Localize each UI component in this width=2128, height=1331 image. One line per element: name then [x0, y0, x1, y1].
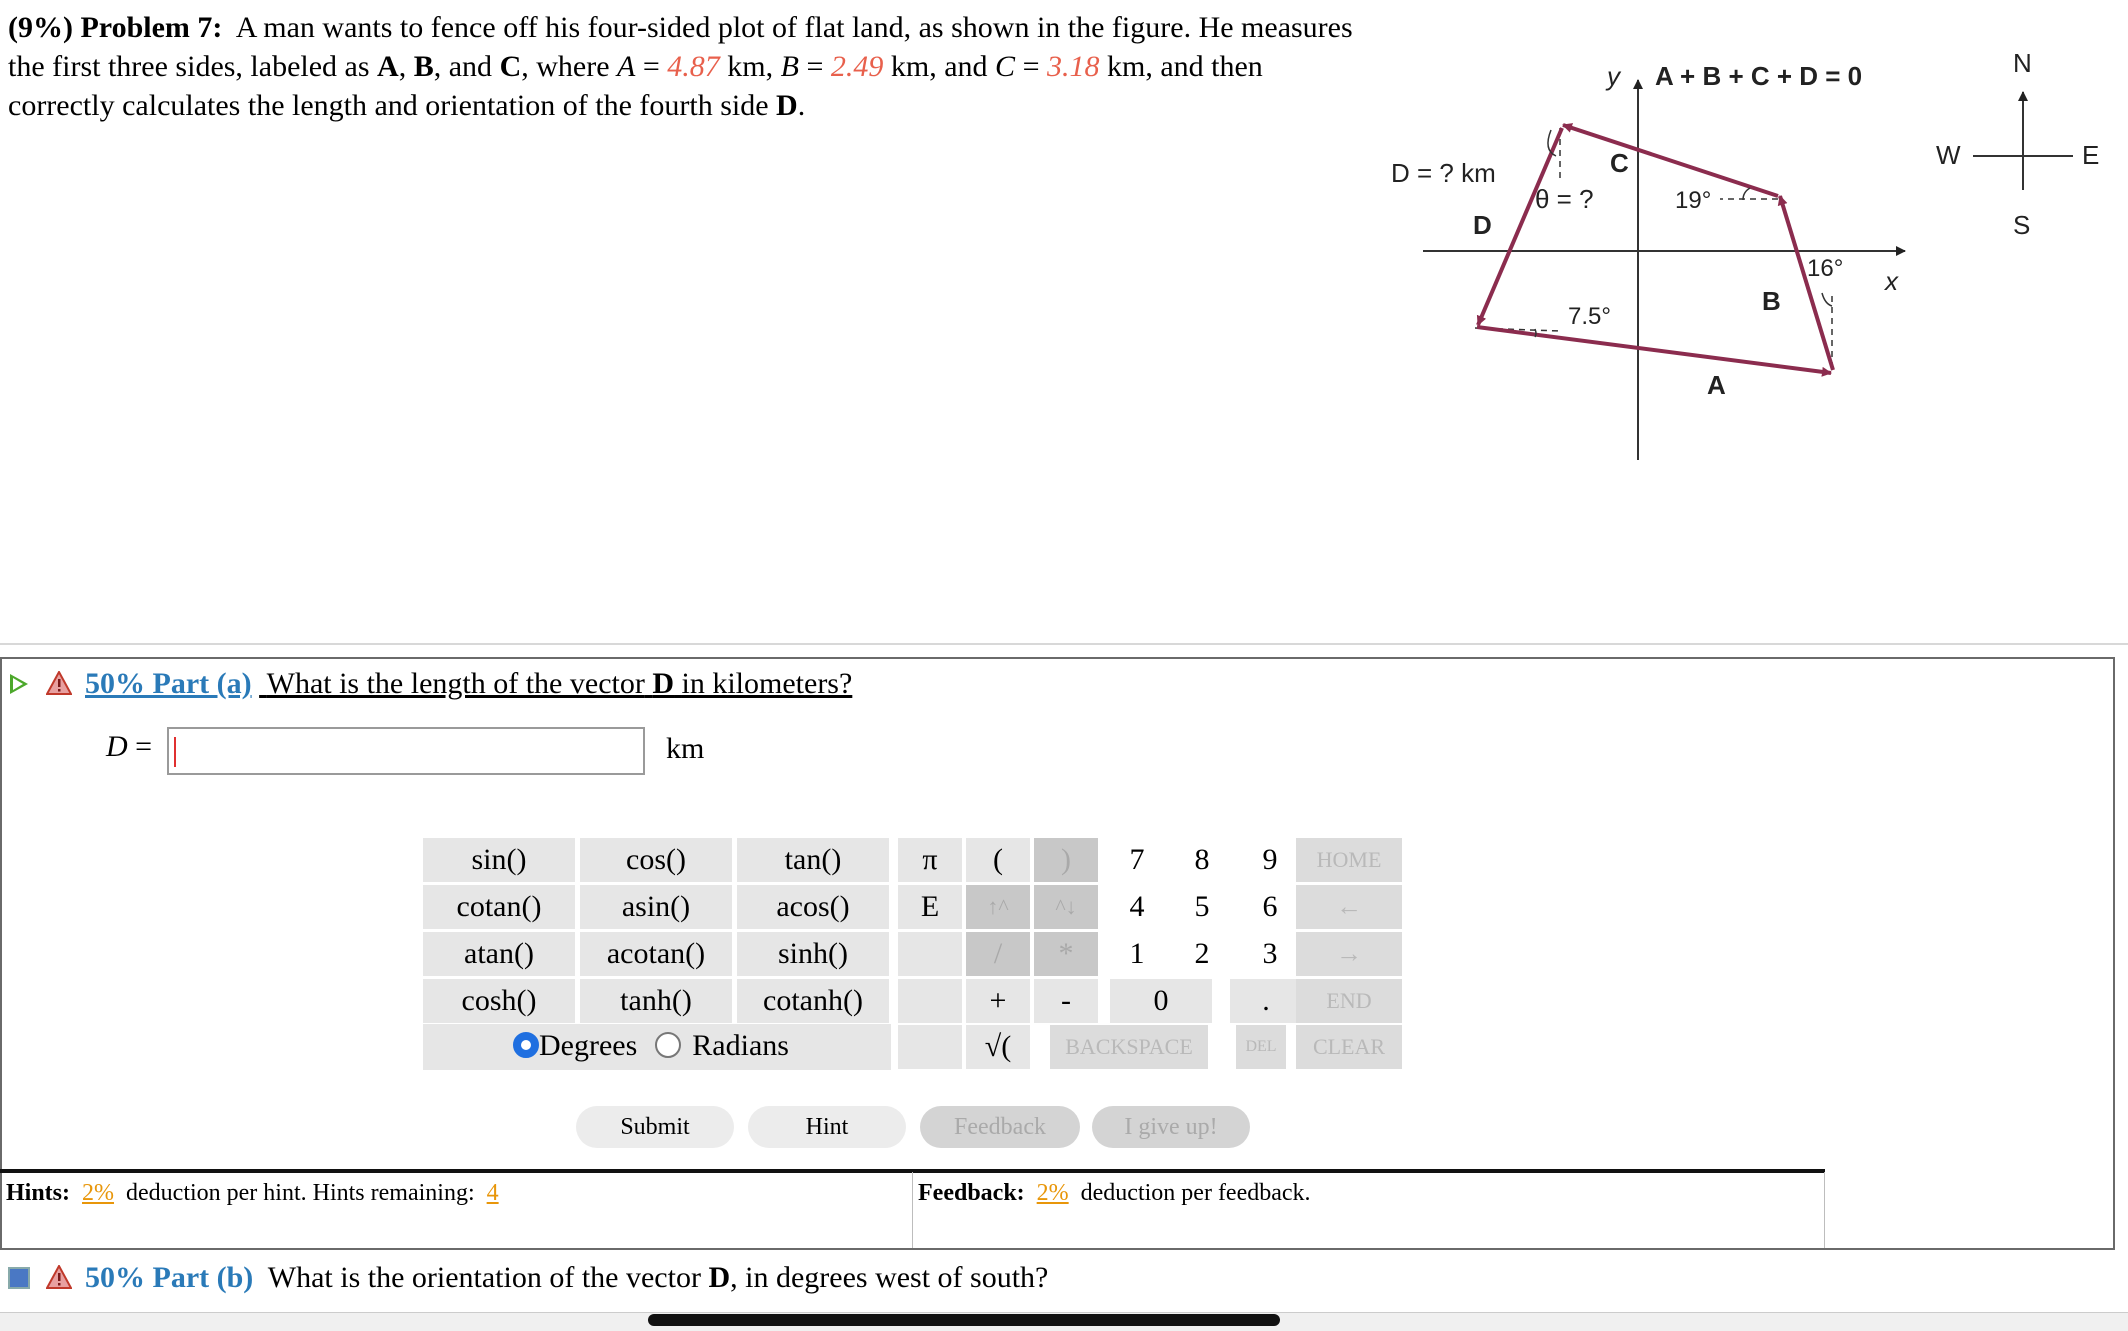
- d-question-label: D = ? km: [1391, 158, 1496, 188]
- key-asin[interactable]: asin(): [580, 885, 732, 929]
- problem-statement: (9%) Problem 7: A man wants to fence off his four-sided plot of flat land, as shown in the figure. He measures the first three sides, labeled as A, B, and C, where A = 4.87 km, B = 2.49 km, and C = 3.18 km, and then correctly calculates the length and orientation of the fourth side D.: [8, 11, 1353, 122]
- key-3[interactable]: 3: [1238, 932, 1302, 976]
- label-c: C: [499, 50, 522, 83]
- key-home[interactable]: HOME: [1296, 838, 1402, 882]
- label-d: D: [776, 89, 798, 122]
- label-a: A: [377, 50, 399, 83]
- answer-label: [106, 730, 152, 764]
- unit-c: km: [1106, 50, 1146, 83]
- give-up-button[interactable]: I give up!: [1092, 1106, 1250, 1148]
- key-1[interactable]: 1: [1108, 932, 1166, 976]
- key-pi[interactable]: π: [898, 838, 962, 882]
- key-blank-3: [898, 1025, 962, 1069]
- play-icon: [10, 674, 28, 694]
- key-right-arrow[interactable]: →: [1296, 932, 1402, 976]
- hints-remaining: 4: [486, 1180, 499, 1206]
- key-close-paren[interactable]: ): [1034, 838, 1098, 882]
- key-divide[interactable]: /: [966, 932, 1030, 976]
- key-down[interactable]: ^↓: [1034, 885, 1098, 929]
- key-acotan[interactable]: acotan(): [580, 932, 732, 976]
- key-decimal[interactable]: .: [1230, 979, 1302, 1023]
- unit-b: km: [890, 50, 930, 83]
- problem-text-end: and then correctly calculates the length and orientation of the fourth side: [8, 50, 1263, 122]
- x-axis-label: x: [1885, 266, 1898, 296]
- expand-icon[interactable]: [8, 1267, 30, 1289]
- angle-19-label: 19°: [1675, 187, 1712, 214]
- vector-c-label: C: [1610, 148, 1629, 178]
- radians-label: Radians: [692, 1029, 789, 1062]
- hints-separator: [912, 1172, 913, 1248]
- vector-c: [1563, 125, 1778, 196]
- key-minus[interactable]: -: [1034, 979, 1098, 1023]
- key-atan[interactable]: atan(): [423, 932, 575, 976]
- vector-b: [1780, 196, 1833, 370]
- part-b-question-vector: D: [708, 1261, 731, 1294]
- key-5[interactable]: 5: [1170, 885, 1234, 929]
- key-e[interactable]: E: [898, 885, 962, 929]
- var-c: C: [995, 50, 1016, 83]
- part-b-question: What is the orientation of the vector: [267, 1261, 701, 1294]
- compass-e: E: [2082, 140, 2100, 170]
- vector-d-label: D: [1473, 210, 1492, 240]
- text-caret: [174, 737, 176, 767]
- key-clear[interactable]: CLEAR: [1296, 1025, 1402, 1069]
- key-up[interactable]: ↑^: [966, 885, 1030, 929]
- divider: [0, 643, 2128, 645]
- key-acos[interactable]: acos(): [737, 885, 889, 929]
- scrollbar-thumb[interactable]: [648, 1314, 1280, 1326]
- feedback-label: Feedback:: [918, 1180, 1025, 1206]
- key-cotan[interactable]: cotan(): [423, 885, 575, 929]
- answer-var: D: [106, 730, 128, 763]
- key-cos[interactable]: cos(): [580, 838, 732, 882]
- key-0[interactable]: 0: [1110, 979, 1212, 1023]
- hints-percent: 2%: [82, 1180, 115, 1206]
- part-a-question: What is the length of the vector: [266, 667, 645, 700]
- key-9[interactable]: 9: [1238, 838, 1302, 882]
- key-open-paren[interactable]: (: [966, 838, 1030, 882]
- answer-input[interactable]: [167, 727, 645, 775]
- feedback-text: deduction per feedback.: [1080, 1180, 1311, 1206]
- unit-a: km: [727, 50, 766, 83]
- var-a: A: [617, 50, 636, 83]
- feedback-percent: 2%: [1036, 1180, 1069, 1206]
- degrees-radio[interactable]: [513, 1032, 539, 1058]
- key-plus[interactable]: +: [966, 979, 1030, 1023]
- compass-n: N: [2013, 48, 2032, 78]
- problem-number: Problem 7:: [80, 11, 223, 44]
- label-b: B: [413, 50, 434, 83]
- key-del[interactable]: DEL: [1236, 1025, 1286, 1069]
- key-sqrt[interactable]: √(: [966, 1025, 1030, 1069]
- key-8[interactable]: 8: [1170, 838, 1234, 882]
- key-2[interactable]: 2: [1170, 932, 1234, 976]
- part-a-question-end: in kilometers?: [681, 667, 853, 700]
- compass-w: W: [1936, 140, 1961, 170]
- warning-icon: [46, 1265, 72, 1289]
- vector-b-label: B: [1762, 286, 1781, 316]
- key-multiply[interactable]: *: [1034, 932, 1098, 976]
- compass-s: S: [2013, 210, 2031, 240]
- part-a-question-vector: D: [652, 667, 675, 700]
- equation-label: A + B + C + D = 0: [1655, 61, 1863, 91]
- hints-text: deduction per hint. Hints remaining:: [126, 1180, 475, 1206]
- key-cotanh[interactable]: cotanh(): [737, 979, 889, 1023]
- answer-eq: =: [135, 730, 153, 763]
- problem-weight: (9%): [8, 11, 73, 44]
- key-left-arrow[interactable]: ←: [1296, 885, 1402, 929]
- value-b: 2.49: [830, 50, 884, 83]
- angle-16-label: 16°: [1807, 255, 1844, 282]
- key-blank-2: [898, 979, 962, 1023]
- key-sinh[interactable]: sinh(): [737, 932, 889, 976]
- answer-unit: km: [666, 732, 705, 765]
- key-4[interactable]: 4: [1108, 885, 1166, 929]
- problem-text: A man wants to fence off his four-sided plot of flat land, as shown in the figure. He measures the first three sides, labeled as: [8, 11, 1353, 83]
- compass-icon: [1936, 48, 2099, 240]
- degrees-label: Degrees: [539, 1029, 638, 1062]
- hints-info: [6, 1180, 505, 1207]
- feedback-info: [918, 1180, 1311, 1207]
- feedback-button[interactable]: Feedback: [920, 1106, 1080, 1148]
- part-a-link[interactable]: 50% Part (a): [85, 667, 252, 700]
- key-end[interactable]: END: [1296, 979, 1402, 1023]
- key-7[interactable]: 7: [1108, 838, 1166, 882]
- key-tan[interactable]: tan(): [737, 838, 889, 882]
- radians-radio[interactable]: [655, 1032, 681, 1058]
- part-b-header[interactable]: [8, 1258, 1048, 1298]
- key-6[interactable]: 6: [1238, 885, 1302, 929]
- key-backspace[interactable]: BACKSPACE: [1050, 1025, 1208, 1069]
- key-tanh[interactable]: tanh(): [580, 979, 732, 1023]
- part-b-link[interactable]: 50% Part (b): [85, 1261, 254, 1294]
- value-a: 4.87: [667, 50, 720, 83]
- submit-button[interactable]: Submit: [576, 1106, 734, 1148]
- theta-question-label: θ = ?: [1535, 184, 1594, 214]
- key-cosh[interactable]: cosh(): [423, 979, 575, 1023]
- hints-label: Hints:: [6, 1180, 71, 1206]
- feedback-separator: [1824, 1172, 1825, 1248]
- angle-75-label: 7.5°: [1568, 303, 1611, 330]
- vector-a: [1477, 327, 1831, 373]
- hint-button[interactable]: Hint: [748, 1106, 906, 1148]
- value-c: 3.18: [1046, 50, 1100, 83]
- vector-figure: [1385, 40, 2125, 470]
- y-axis-label: y: [1607, 61, 1620, 91]
- var-b: B: [780, 50, 799, 83]
- vector-a-label: A: [1707, 370, 1726, 400]
- key-blank-1: [898, 932, 962, 976]
- warning-icon: [46, 671, 72, 695]
- key-sin[interactable]: sin(): [423, 838, 575, 882]
- part-b-question-end: , in degrees west of south?: [730, 1261, 1049, 1294]
- angle-mode-group: [423, 1024, 891, 1070]
- part-a-header: [10, 664, 852, 704]
